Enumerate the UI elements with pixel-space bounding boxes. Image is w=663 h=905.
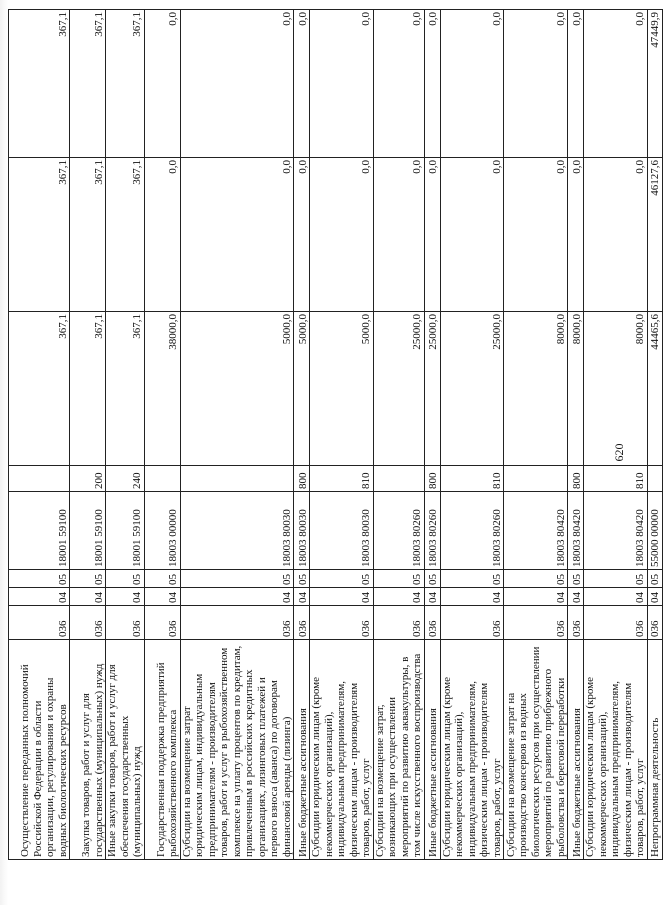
amount-year-3: 0,0 — [568, 10, 584, 158]
subsection-code: 05 — [180, 570, 294, 588]
row-name: Осуществление переданных полномочий Российской Федерации в области организации, регулирования и охраны водных биологических ресурсов — [9, 640, 70, 860]
target-article-code: 18003 80260 — [373, 492, 424, 570]
section-code: 04 — [9, 588, 70, 606]
subsection-code: 05 — [440, 570, 504, 588]
subsection-code: 05 — [373, 570, 424, 588]
ministry-code: 036 — [70, 606, 106, 640]
section-code: 04 — [180, 588, 294, 606]
ministry-code: 036 — [568, 606, 584, 640]
ministry-code: 036 — [584, 606, 648, 640]
table-row — [144, 10, 180, 860]
table-row — [106, 10, 145, 860]
subsection-code: 05 — [9, 570, 70, 588]
row-name: Закупка товаров, работ и услуг для государственных (муниципальных) нужд — [70, 640, 106, 860]
amount-year-2: 0,0 — [504, 158, 568, 312]
page-number: 620 — [612, 443, 626, 462]
ministry-code: 036 — [310, 606, 374, 640]
ministry-code: 036 — [106, 606, 145, 640]
table-row — [9, 10, 70, 860]
section-code: 04 — [440, 588, 504, 606]
amount-year-1: 367,1 — [70, 312, 106, 466]
amount-year-2: 0,0 — [373, 158, 424, 312]
row-name: Непрограммная деятельность — [647, 640, 662, 860]
amount-year-1: 5000,0 — [310, 312, 374, 466]
row-name: Субсидии юридическим лицам (кроме некоммерческих организаций), индивидуальным предпринимателям, физическим лицам - производителям товаров, работ, услуг — [440, 640, 504, 860]
section-code: 04 — [424, 588, 440, 606]
amount-year-2: 0,0 — [180, 158, 294, 312]
amount-year-3: 367,1 — [70, 10, 106, 158]
amount-year-2: 0,0 — [294, 158, 310, 312]
row-name: Субсидии на возмещение затрат на производство консервов из водных биологических ресурсов при осуществлении мероприятий по развитию прибрежного рыболовства и береговой переработки — [504, 640, 568, 860]
target-article-code: 18003 80420 — [568, 492, 584, 570]
table-row — [647, 10, 662, 860]
target-article-code: 18003 80260 — [440, 492, 504, 570]
amount-year-1: 25000,0 — [424, 312, 440, 466]
expense-type-code: 240 — [106, 466, 145, 492]
target-article-code: 18001 59100 — [70, 492, 106, 570]
expense-type-code — [504, 466, 568, 492]
subsection-code: 05 — [568, 570, 584, 588]
subsection-code: 05 — [424, 570, 440, 588]
expense-type-code — [180, 466, 294, 492]
section-code: 04 — [504, 588, 568, 606]
ministry-code: 036 — [9, 606, 70, 640]
amount-year-2: 0,0 — [584, 158, 648, 312]
amount-year-3: 367,1 — [9, 10, 70, 158]
amount-year-3: 0,0 — [144, 10, 180, 158]
table-row — [294, 10, 310, 860]
ministry-code: 036 — [424, 606, 440, 640]
table-row — [310, 10, 374, 860]
table-row — [424, 10, 440, 860]
amount-year-2: 0,0 — [424, 158, 440, 312]
target-article-code: 18003 00000 — [144, 492, 180, 570]
expense-type-code — [9, 466, 70, 492]
table-row — [584, 10, 648, 860]
subsection-code: 05 — [584, 570, 648, 588]
expense-type-code: 200 — [70, 466, 106, 492]
row-name: Субсидии юридическим лицам (кроме некоммерческих организаций), индивидуальным предпринимателям, физическим лицам - производителям товаров, работ, услуг — [310, 640, 374, 860]
section-code: 04 — [70, 588, 106, 606]
amount-year-2: 0,0 — [440, 158, 504, 312]
target-article-code: 18003 80420 — [584, 492, 648, 570]
row-name: Иные бюджетные ассигнования — [294, 640, 310, 860]
budget-table — [8, 9, 663, 860]
ministry-code: 036 — [144, 606, 180, 640]
expense-type-code: 810 — [310, 466, 374, 492]
expense-type-code — [144, 466, 180, 492]
table-row — [70, 10, 106, 860]
subsection-code: 05 — [144, 570, 180, 588]
amount-year-1: 38000,0 — [144, 312, 180, 466]
row-name: Субсидии на возмещение затрат юридическим лицам, индивидуальным предпринимателям - производителям товаров, работ и услуг в рыбохозяйственном комплексе на уплату процентов по кредитам, привлеченным в российских кредитных организациях, лизинговых платежей и первого взноса (аванса) по договорам финансовой аренды (лизинга) — [180, 640, 294, 860]
ministry-code: 036 — [647, 606, 662, 640]
table-row — [180, 10, 294, 860]
ministry-code: 036 — [294, 606, 310, 640]
row-name: Государственная поддержка предприятий рыбохозяйственного комплекса — [144, 640, 180, 860]
table-row — [440, 10, 504, 860]
table-row — [568, 10, 584, 860]
amount-year-3: 0,0 — [180, 10, 294, 158]
section-code: 04 — [373, 588, 424, 606]
expense-type-code: 810 — [440, 466, 504, 492]
amount-year-1: 8000,0 — [504, 312, 568, 466]
expense-type-code: 800 — [568, 466, 584, 492]
ministry-code: 036 — [373, 606, 424, 640]
amount-year-2: 367,1 — [106, 158, 145, 312]
amount-year-3: 0,0 — [440, 10, 504, 158]
subsection-code: 05 — [504, 570, 568, 588]
section-code: 04 — [106, 588, 145, 606]
target-article-code: 55000 00000 — [647, 492, 662, 570]
table-row — [504, 10, 568, 860]
subsection-code: 05 — [310, 570, 374, 588]
ministry-code: 036 — [504, 606, 568, 640]
amount-year-2: 46127,6 — [647, 158, 662, 312]
expense-type-code: 810 — [584, 466, 648, 492]
expense-type-code — [647, 466, 662, 492]
subsection-code: 05 — [70, 570, 106, 588]
ministry-code: 036 — [440, 606, 504, 640]
amount-year-2: 367,1 — [70, 158, 106, 312]
amount-year-2: 0,0 — [144, 158, 180, 312]
amount-year-3: 0,0 — [310, 10, 374, 158]
ministry-code: 036 — [180, 606, 294, 640]
expense-type-code — [373, 466, 424, 492]
section-code: 04 — [310, 588, 374, 606]
amount-year-1: 5000,0 — [180, 312, 294, 466]
subsection-code: 05 — [294, 570, 310, 588]
amount-year-1: 25000,0 — [373, 312, 424, 466]
target-article-code: 18001 59100 — [106, 492, 145, 570]
table-row — [373, 10, 424, 860]
amount-year-1: 5000,0 — [294, 312, 310, 466]
section-code: 04 — [647, 588, 662, 606]
row-name: Субсидии юридическим лицам (кроме некоммерческих организаций), индивидуальным предпринимателям, физическим лицам - производителям товаров, работ, услуг — [584, 640, 648, 860]
amount-year-1: 367,1 — [9, 312, 70, 466]
target-article-code: 18003 80030 — [294, 492, 310, 570]
row-name: Иные бюджетные ассигнования — [568, 640, 584, 860]
amount-year-3: 0,0 — [584, 10, 648, 158]
target-article-code: 18001 59100 — [9, 492, 70, 570]
amount-year-3: 0,0 — [294, 10, 310, 158]
amount-year-3: 0,0 — [424, 10, 440, 158]
amount-year-3: 47449,9 — [647, 10, 662, 158]
section-code: 04 — [584, 588, 648, 606]
amount-year-1: 8000,0 — [584, 312, 648, 466]
table-body — [9, 10, 663, 860]
section-code: 04 — [568, 588, 584, 606]
target-article-code: 18003 80420 — [504, 492, 568, 570]
section-code: 04 — [144, 588, 180, 606]
row-name: Иные закупки товаров, работ и услуг для обеспечения государственных (муниципальных) нужд — [106, 640, 145, 860]
amount-year-1: 8000,0 — [568, 312, 584, 466]
subsection-code: 05 — [106, 570, 145, 588]
amount-year-3: 0,0 — [504, 10, 568, 158]
row-name: Иные бюджетные ассигнования — [424, 640, 440, 860]
expense-type-code: 800 — [294, 466, 310, 492]
amount-year-1: 25000,0 — [440, 312, 504, 466]
amount-year-2: 0,0 — [568, 158, 584, 312]
amount-year-2: 0,0 — [310, 158, 374, 312]
amount-year-1: 44465,6 — [647, 312, 662, 466]
expense-type-code: 800 — [424, 466, 440, 492]
target-article-code: 18003 80260 — [424, 492, 440, 570]
target-article-code: 18003 80030 — [310, 492, 374, 570]
amount-year-3: 0,0 — [373, 10, 424, 158]
amount-year-1: 367,1 — [106, 312, 145, 466]
target-article-code: 18003 80030 — [180, 492, 294, 570]
amount-year-2: 367,1 — [9, 158, 70, 312]
section-code: 04 — [294, 588, 310, 606]
subsection-code: 05 — [647, 570, 662, 588]
row-name: Субсидии на возмещение затрат, возникающих при осуществлении мероприятий по развитию аквакультуры, в том числе искусственного воспроизводства — [373, 640, 424, 860]
amount-year-3: 367,1 — [106, 10, 145, 158]
